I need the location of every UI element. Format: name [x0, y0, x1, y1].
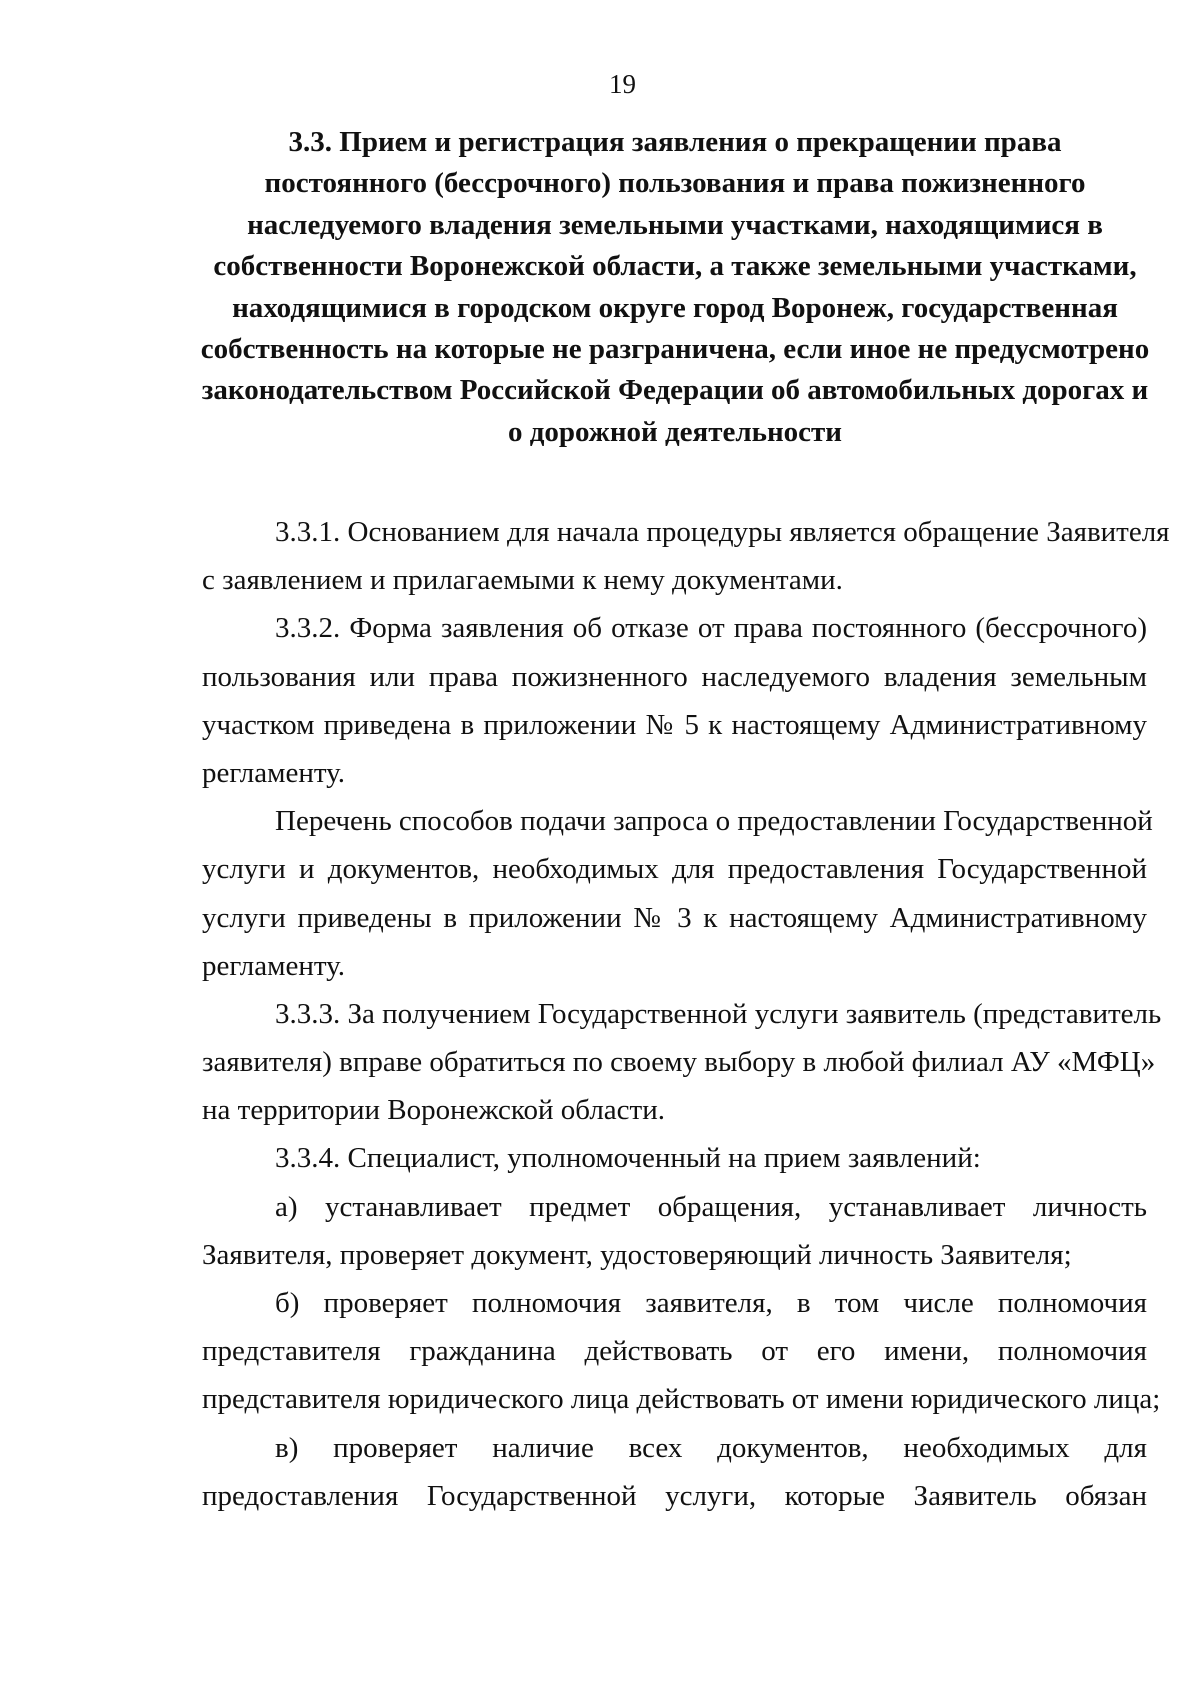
paragraph-line: 3.3.2. Форма заявления об отказе от права постоянного (бессрочного): [275, 612, 1147, 645]
heading-line: законодательством Российской Федерации об автомобильных дорогах и: [201, 374, 1149, 407]
heading-line: о дорожной деятельности: [507, 415, 842, 448]
paragraph-line: б) проверяет полномочия заявителя, в том числе полномочия: [275, 1287, 1147, 1319]
heading-line: находящимися в городском округе город Воронеж, государственная: [232, 291, 1118, 324]
paragraph-line: участком приведена в приложении № 5 к настоящему Административному: [202, 708, 1147, 741]
page-number: 19: [609, 69, 636, 99]
heading-line: наследуемого владения земельными участками, находящимися в: [247, 208, 1103, 241]
paragraph-line: регламенту.: [202, 949, 346, 982]
paragraph-line: Заявителя, проверяет документ, удостоверяющий личность Заявителя;: [202, 1238, 1072, 1271]
paragraph-line: представителя гражданина действовать от его имени, полномочия: [202, 1335, 1147, 1368]
paragraph-line: пользования или права пожизненного наследуемого владения земельным: [202, 660, 1147, 693]
paragraph-line: 3.3.4. Специалист, уполномоченный на прием заявлений:: [275, 1142, 981, 1175]
paragraph-line: Перечень способов подачи запроса о предоставлении Государственной: [275, 805, 1153, 838]
paragraph-line: услуги приведены в приложении № 3 к настоящему Административному: [202, 901, 1147, 934]
paragraph-line: на территории Воронежской области.: [202, 1094, 665, 1127]
document-body: [202, 508, 1170, 1520]
paragraph-line: 3.3.1. Основанием для начала процедуры является обращение Заявителя: [275, 516, 1170, 548]
paragraph-line: услуги и документов, необходимых для предоставления Государственной: [202, 853, 1147, 886]
paragraph-line: регламенту.: [202, 756, 346, 789]
paragraph-line: а) устанавливает предмет обращения, устанавливает личность: [275, 1190, 1147, 1223]
paragraph-line: предоставления Государственной услуги, которые Заявитель обязан: [202, 1479, 1147, 1512]
paragraph-line: заявителя) вправе обратиться по своему выбору в любой филиал АУ «МФЦ»: [202, 1046, 1156, 1079]
paragraph-line: представителя юридического лица действовать от имени юридического лица;: [202, 1383, 1161, 1416]
heading-line: собственность на которые не разграничена, если иное не предусмотрено: [200, 333, 1150, 366]
paragraph-line: 3.3.3. За получением Государственной услуги заявитель (представитель: [275, 997, 1162, 1030]
paragraph-line: в) проверяет наличие всех документов, необходимых для: [275, 1431, 1147, 1464]
heading-line: 3.3. Прием и регистрация заявления о прекращении права: [288, 126, 1062, 158]
heading-line: постоянного (бессрочного) пользования и права пожизненного: [264, 167, 1086, 200]
paragraph-line: с заявлением и прилагаемыми к нему документами.: [202, 564, 843, 597]
section-heading: [200, 122, 1150, 453]
heading-line: собственности Воронежской области, а также земельными участками,: [213, 250, 1137, 283]
